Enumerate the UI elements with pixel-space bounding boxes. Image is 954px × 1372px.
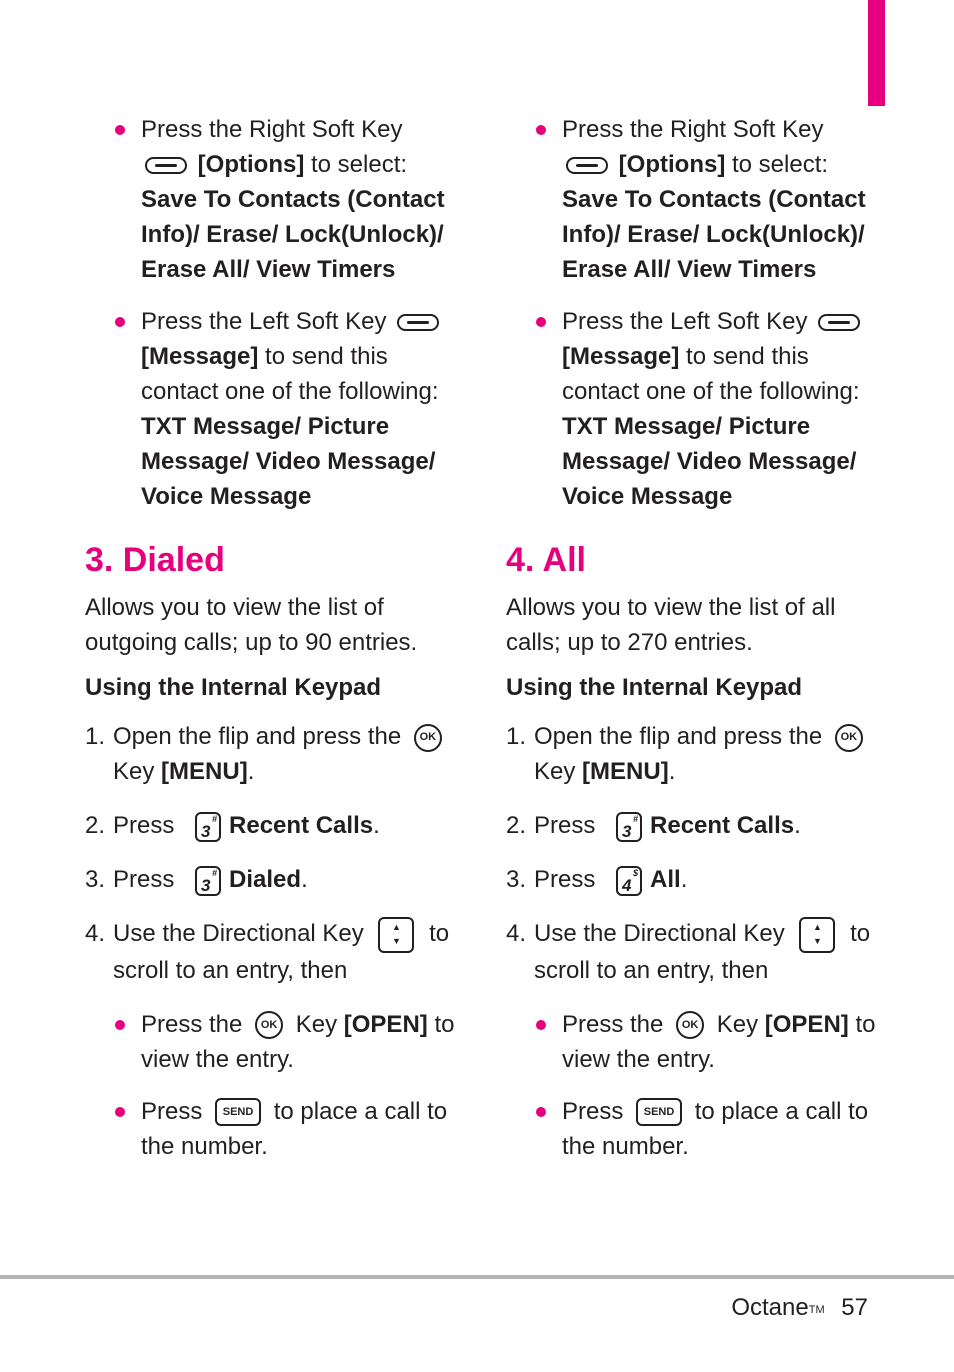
step-number: 2. [506,812,527,839]
step-text: to scroll to an entry, then [534,920,871,984]
step-number: 3. [506,866,527,893]
open-entry-bullet [506,1007,878,1077]
directional-key-icon [799,917,835,953]
key-symbol: # [212,813,218,824]
bullet-text: to place a call to the number. [562,1097,869,1160]
bullet-text: to view the entry. [141,1010,455,1073]
message-label: [Message] [141,343,259,370]
section-description: Allows you to view the list of outgoing calls; up to 90 entries. [85,594,418,656]
bullet-text: to send this contact one of the following: [141,343,439,405]
page-footer [731,1290,868,1326]
punctuation: . [373,812,380,839]
footer-rule [0,1275,954,1279]
step-1 [506,719,878,789]
step-number: 4. [506,920,527,947]
place-call-bullet [506,1094,878,1164]
step-text: Press [534,866,596,893]
send-key-icon: SEND [215,1098,261,1126]
dialed-label: Dialed [229,866,302,893]
recent-calls-label: Recent Calls [650,812,795,839]
open-label: [OPEN] [343,1010,428,1038]
bullet-text: to view the entry. [562,1010,876,1073]
left-soft-key-bullet [506,304,878,514]
options-label: [Options] [197,151,305,178]
down-arrow-icon: ▼ [812,936,822,947]
directional-key-icon [378,917,414,953]
step-number: 2. [85,812,106,839]
left-soft-key-icon [397,314,439,331]
open-entry-bullet [85,1007,457,1077]
step-3 [85,862,457,897]
step-text: to scroll to an entry, then [113,920,450,984]
number-key-3-icon [616,812,642,842]
message-types-list: TXT Message/ Picture Message/ Video Message/ Voice Message [562,413,857,510]
key-digit: 4 [622,875,632,895]
step-text: Use the Directional Key [534,920,785,947]
bullet-text: Key [716,1010,759,1038]
bullet-text: to place a call to the number. [141,1097,448,1160]
number-key-4-icon [616,866,642,896]
step-4 [85,916,457,988]
right-soft-key-icon [566,157,608,174]
number-key-3-icon [195,866,221,896]
bullet-text: Press the [141,1010,243,1038]
bullet-text: to select: [731,151,829,178]
ok-key-icon: OK [676,1011,704,1039]
right-soft-key-bullet [85,112,457,287]
up-arrow-icon: ▲ [391,922,401,933]
left-soft-key-icon [818,314,860,331]
message-types-list: TXT Message/ Picture Message/ Video Message/ Voice Message [141,413,436,510]
left-column [85,112,457,1181]
punctuation: . [247,758,255,785]
left-soft-key-bullet [85,304,457,514]
key-symbol: $ [633,867,639,878]
punctuation: . [680,866,688,893]
right-soft-key-icon [145,157,187,174]
step-number: 4. [85,920,106,947]
key-symbol: # [633,813,639,824]
menu-label: [MENU] [161,758,248,785]
section-heading: 4. All [506,541,586,579]
bullet-text: Press the Right Soft Key [141,116,403,143]
bullet-text: to send this contact one of the following: [562,343,860,405]
step-1 [85,719,457,789]
options-list: Save To Contacts (Contact Info)/ Erase/ Lock(Unlock)/ Erase All/ View Timers [141,186,445,283]
step-text: Key [113,758,155,785]
section-description: Allows you to view the list of all calls; up to 270 entries. [506,594,836,656]
section-tab-marker [868,0,885,106]
step-number: 1. [85,723,106,750]
step-text: Press [113,812,175,839]
page-number: 57 [841,1294,868,1321]
subheading: Using the Internal Keypad [506,674,803,701]
product-name: Octane [731,1294,809,1321]
bullet-text: Press the Left Soft Key [141,308,387,335]
options-label: [Options] [618,151,726,178]
step-text: Press [534,812,596,839]
step-number: 1. [506,723,527,750]
punctuation: . [794,812,801,839]
bullet-text: Press the Right Soft Key [562,116,824,143]
recent-calls-label: Recent Calls [229,812,374,839]
down-arrow-icon: ▼ [391,936,401,947]
trademark-symbol: TM [808,1304,825,1316]
bullet-text: Press the Left Soft Key [562,308,808,335]
key-digit: 3 [201,821,211,841]
up-arrow-icon: ▲ [812,922,822,933]
section-heading: 3. Dialed [85,541,225,579]
step-text: Key [534,758,576,785]
ok-key-icon: OK [835,724,863,752]
step-text: Open the flip and press the [113,723,402,750]
step-4 [506,916,878,988]
subheading: Using the Internal Keypad [85,674,382,701]
number-key-3-icon [195,812,221,842]
key-digit: 3 [201,875,211,895]
bullet-text: Press [141,1097,203,1125]
key-symbol: # [212,867,218,878]
step-text: Open the flip and press the [534,723,823,750]
all-label: All [650,866,681,893]
options-list: Save To Contacts (Contact Info)/ Erase/ Lock(Unlock)/ Erase All/ View Timers [562,186,866,283]
step-text: Press [113,866,175,893]
menu-label: [MENU] [582,758,669,785]
key-digit: 3 [622,821,632,841]
punctuation: . [668,758,676,785]
step-2 [85,808,457,843]
step-3 [506,862,878,897]
bullet-text: Press the [562,1010,664,1038]
send-key-icon: SEND [636,1098,682,1126]
right-column [506,112,878,1181]
punctuation: . [301,866,308,893]
message-label: [Message] [562,343,680,370]
ok-key-icon: OK [414,724,442,752]
step-number: 3. [85,866,106,893]
bullet-text: Key [295,1010,338,1038]
right-soft-key-bullet [506,112,878,287]
bullet-text: to select: [310,151,408,178]
step-2 [506,808,878,843]
bullet-text: Press [562,1097,624,1125]
ok-key-icon: OK [255,1011,283,1039]
step-text: Use the Directional Key [113,920,364,947]
place-call-bullet [85,1094,457,1164]
open-label: [OPEN] [764,1010,849,1038]
